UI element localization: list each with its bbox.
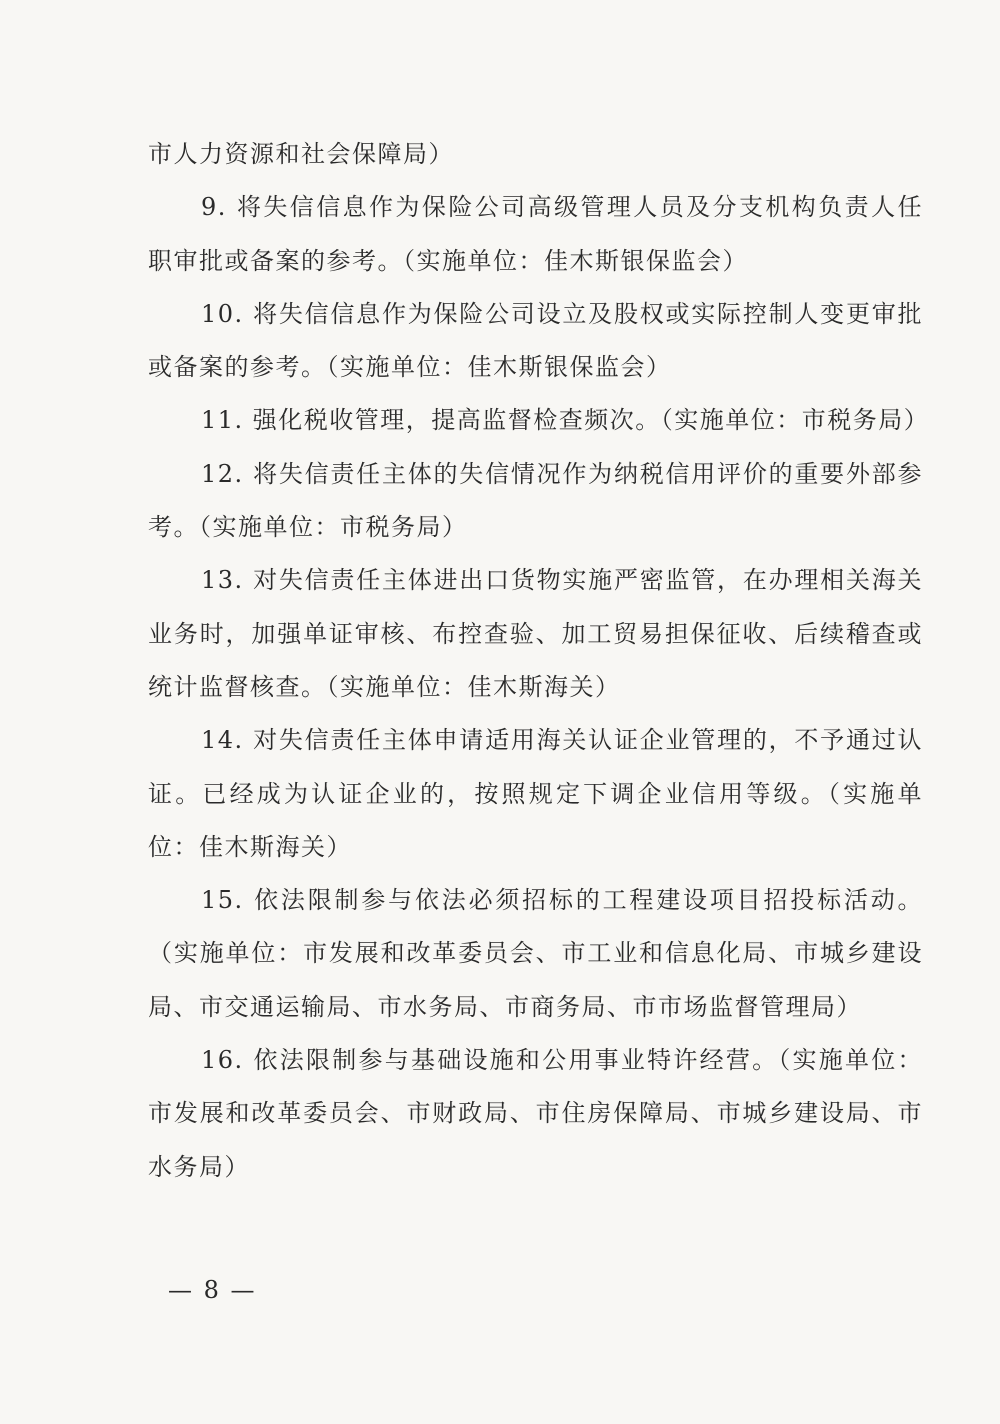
paragraph-item-14: 14. 对失信责任主体申请适用海关认证企业管理的，不予通过认证。已经成为认证企业的，按照规定下调企业信用等级。（实施单位：佳木斯海关）	[148, 726, 923, 861]
paragraph-item-15: 15. 依法限制参与依法必须招标的工程建设项目招投标活动。（实施单位：市发展和改革委员会、市工业和信息化局、市城乡建设局、市交通运输局、市水务局、市商务局、市市场监督管理局）	[148, 886, 923, 1021]
paragraph-item-11: 11. 强化税收管理，提高监督检查频次。（实施单位：市税务局）	[201, 406, 930, 435]
paragraph-item-12: 12. 将失信责任主体的失信情况作为纳税信用评价的重要外部参考。（实施单位：市税务局）	[148, 459, 923, 542]
document-body	[148, 128, 930, 1194]
paragraph-item-9: 9. 将失信信息作为保险公司高级管理人员及分支机构负责人任职审批或备案的参考。（实施单位：佳木斯银保监会）	[148, 193, 923, 275]
paragraph-item-13: 13. 对失信责任主体进出口货物实施严密监管，在办理相关海关业务时，加强单证审核、布控查验、加工贸易担保征收、后续稽查或统计监督核查。（实施单位：佳木斯海关）	[148, 566, 923, 701]
paragraph-item-16: 16. 依法限制参与基础设施和公用事业特许经营。（实施单位：市发展和改革委员会、市财政局、市住房保障局、市城乡建设局、市水务局）	[148, 1046, 923, 1181]
paragraph-item-10: 10. 将失信信息作为保险公司设立及股权或实际控制人变更审批或备案的参考。（实施单位：佳木斯银保监会）	[148, 299, 923, 382]
paragraph-continuation: 市人力资源和社会保障局）	[148, 140, 454, 168]
page-number: — 8 —	[168, 1276, 257, 1304]
